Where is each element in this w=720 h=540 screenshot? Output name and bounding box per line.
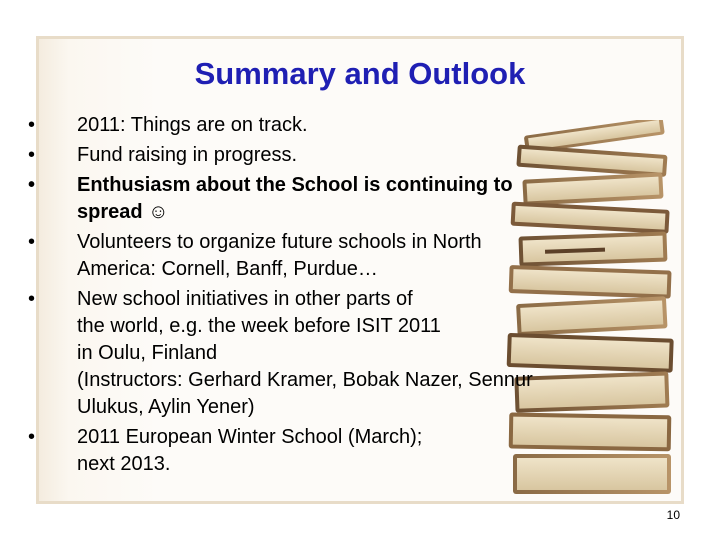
- bullet-text: New school initiatives in other parts of the world, e.g. the week before ISIT 2011 in Oulu, Finland (Instructors: Gerhard Kramer, Bobak Nazer, Sennur Ulukus, Aylin Yener): [77, 288, 533, 418]
- bullet-marker: •: [28, 114, 36, 136]
- bullet-item: [28, 172, 638, 226]
- bullet-item: [28, 286, 638, 421]
- bullet-text: 2011 European Winter School (March); next 2013.: [77, 426, 423, 475]
- bullet-marker: •: [28, 231, 36, 253]
- bullet-item: [28, 424, 638, 478]
- bullet-text: Fund raising in progress.: [77, 144, 298, 166]
- bullet-item: [28, 142, 638, 169]
- bullet-item: [28, 229, 638, 283]
- bullet-marker: •: [28, 426, 36, 448]
- bullet-text: Volunteers to organize future schools in North America: Cornell, Banff, Purdue…: [77, 231, 482, 280]
- bullet-text: 2011: Things are on track.: [77, 114, 308, 136]
- bullet-marker: •: [28, 144, 36, 166]
- page-number: 10: [666, 508, 680, 522]
- bullet-item: [28, 112, 638, 139]
- slide-title: Summary and Outlook: [194, 56, 526, 91]
- bullet-marker: •: [28, 174, 36, 196]
- bullet-text: Enthusiasm about the School is continuing to spread ☺: [77, 174, 513, 223]
- bullet-list: [28, 112, 638, 481]
- bullet-marker: •: [28, 288, 36, 310]
